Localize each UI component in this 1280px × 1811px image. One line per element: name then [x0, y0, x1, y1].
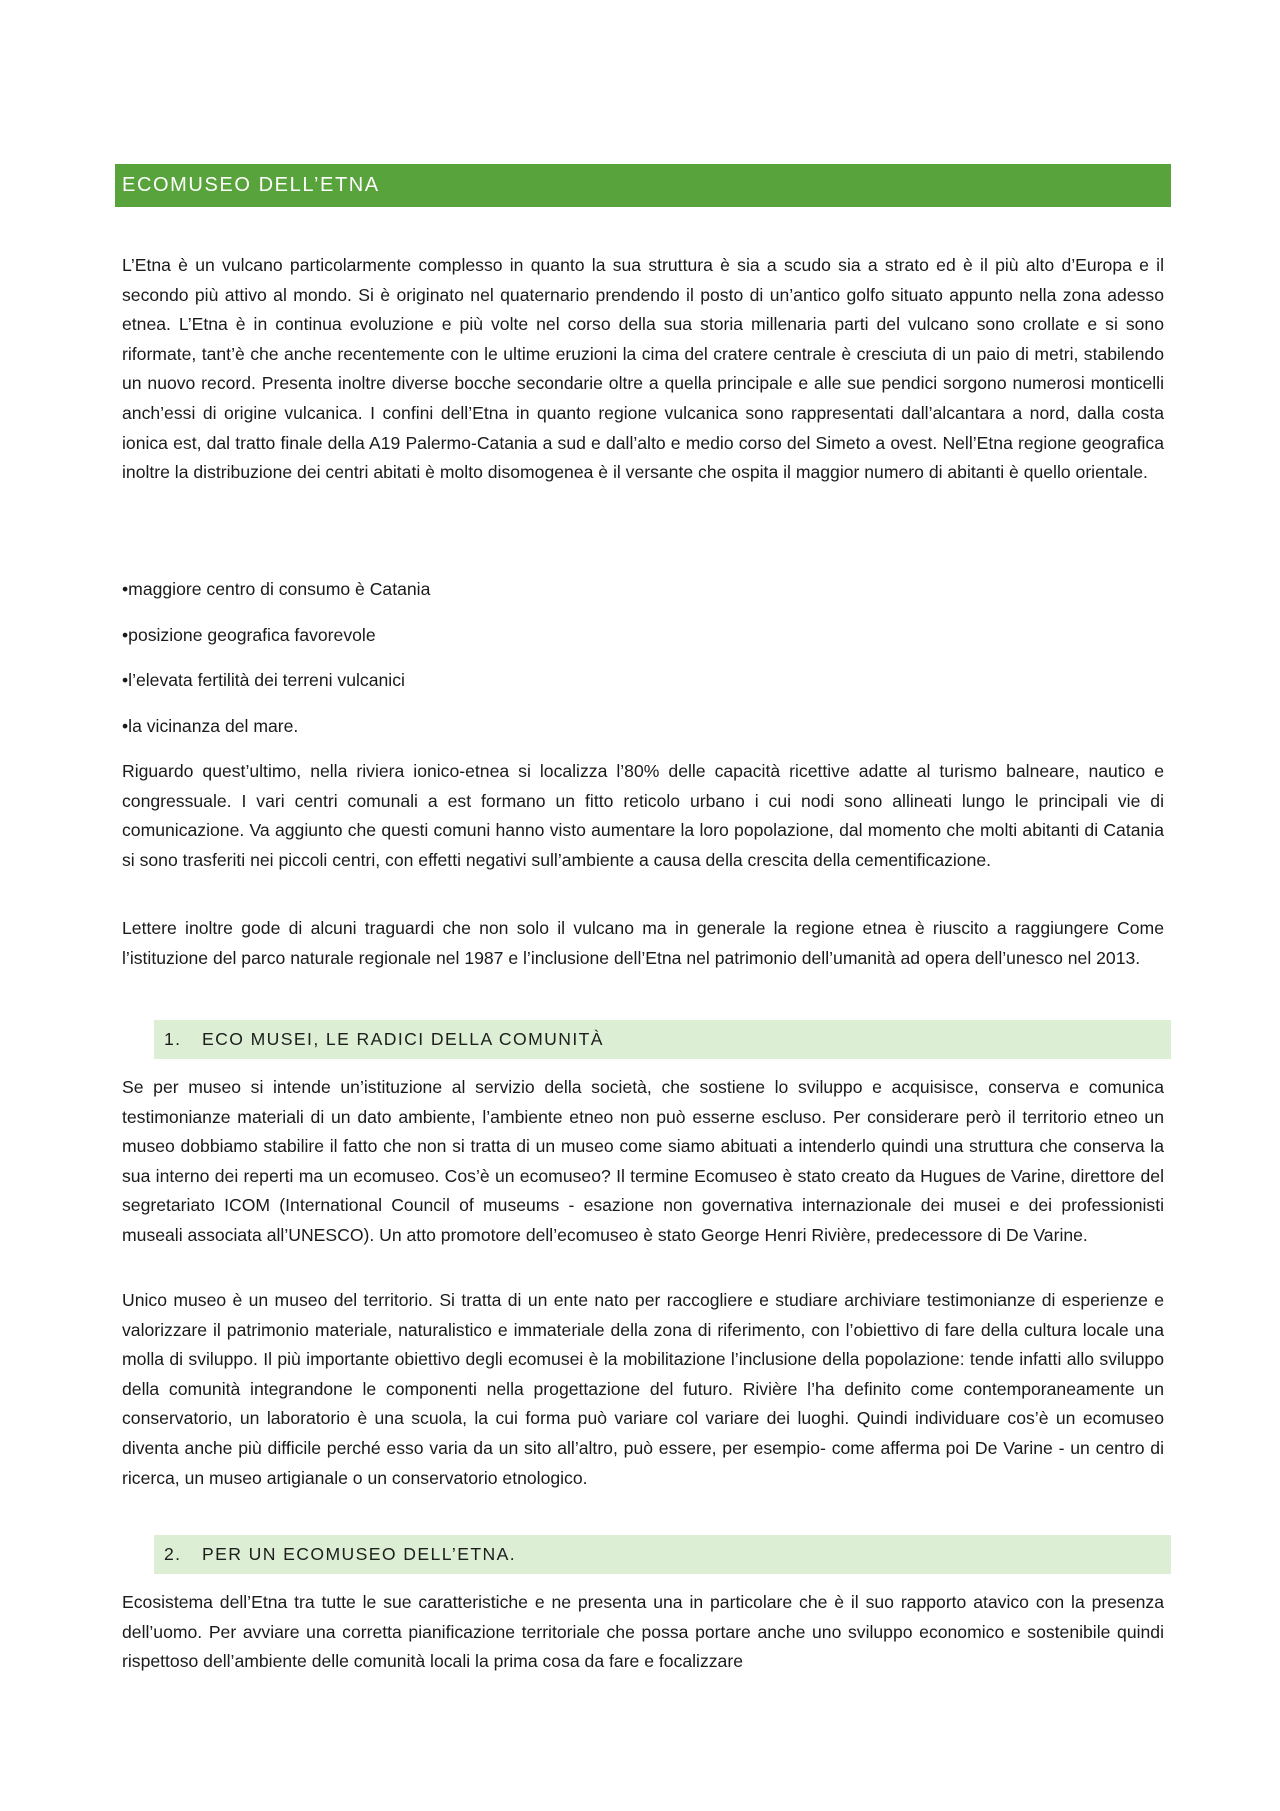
bullet-item: •l’elevata fertilità dei terreni vulcanici [122, 670, 405, 691]
paragraph: Lettere inoltre gode di alcuni traguardi che non solo il vulcano ma in generale la regione etnea è riuscito a raggiungere Come l’istituzione del parco naturale regionale nel 1987 e l’inclusione dell’Etna nel patrimonio dell’umanità ad opera dell’unesco nel 2013. [122, 918, 1164, 968]
bullet-item: •posizione geografica favorevole [122, 624, 376, 645]
bullet-item: •la vicinanza del mare. [122, 715, 299, 736]
section-number: 2. [164, 1544, 182, 1564]
paragraph: Unico museo è un museo del territorio. Si tratta di un ente nato per raccogliere e studiare archiviare testimonianze di esperienze e valorizzare il patrimonio materiale, naturalistico e immateriale della zona di riferimento, con l’obiettivo di fare della cultura locale una molla di sviluppo. Il più importante obiettivo degli ecomusei è la mobilitazione l’inclusione della popolazione: tende infatti allo sviluppo della comunità integrandone le componenti nella progettazione del futuro. Rivière l’ha definito come contemporaneamente un conservatorio, un laboratorio è una scuola, la cui forma può variare col variare dei luoghi. Quindi individuare cos’è un ecomuseo diventa anche più difficile perché esso varia da un sito all’altro, può essere, per esempio- come afferma poi De Varine - un centro di ricerca, un museo artigianale o un conservatorio etnologico. [122, 1290, 1164, 1488]
paragraph: Ecosistema dell’Etna tra tutte le sue caratteristiche e ne presenta una in particolare che è il suo rapporto atavico con la presenza dell’uomo. Per avviare una corretta pianificazione territoriale che possa portare anche uno sviluppo economico e sostenibile quindi rispettoso dell’ambiente delle comunità locali la prima cosa da fare e focalizzare [122, 1592, 1164, 1672]
section-heading-2 [154, 1535, 1171, 1574]
section-title: ECO MUSEI, LE RADICI DELLA COMUNITÀ [202, 1029, 604, 1049]
section-title: PER UN ECOMUSEO DELL’ETNA. [202, 1544, 517, 1564]
paragraph-block [122, 1286, 1164, 1493]
intro-block [122, 251, 1164, 488]
paragraph: Riguardo quest’ultimo, nella riviera ionico-etnea si localizza l’80% delle capacità ricettive adatte al turismo balneare, nautico e congressuale. I vari centri comunali a est formano un fitto reticolo urbano i cui nodi sono allineati lungo le principali vie di comunicazione. Va aggiunto che questi comuni hanno visto aumentare la loro popolazione, dal momento che molti abitanti di Catania si sono trasferiti nei piccoli centri, con effetti negativi sull’ambiente a causa della crescita della cementificazione. [122, 761, 1164, 870]
main-heading: ECOMUSEO DELL’ETNA [115, 164, 1171, 207]
paragraph-block [122, 757, 1164, 875]
paragraph-block [122, 1588, 1164, 1677]
section-heading-1 [154, 1020, 1171, 1059]
bullet-item: •maggiore centro di consumo è Catania [122, 579, 431, 599]
paragraph-block [122, 1073, 1164, 1251]
bullet-list [122, 575, 1164, 741]
paragraph: Se per museo si intende un’istituzione al servizio della società, che sostiene lo sviluppo e acquisisce, conserva e comunica testimonianze materiali di un dato ambiente, l’ambiente etneo non può esserne escluso. Per considerare però il territorio etneo un museo dobbiamo stabilire il fatto che non si tratta di un museo come siamo abituati a intenderlo quindi una struttura che conserva la sua interno dei reperti ma un ecomuseo. Cos’è un ecomuseo? Il termine Ecomuseo è stato creato da Hugues de Varine, direttore del segretariato ICOM (International Council of museums - esazione non governativa internazionale dei musei e dei professionisti museali associata all’UNESCO). Un atto promotore dell’ecomuseo è stato George Henri Rivière, predecessore di De Varine. [122, 1077, 1164, 1245]
section-number: 1. [164, 1029, 182, 1049]
intro-paragraph: L’Etna è un vulcano particolarmente complesso in quanto la sua struttura è sia a scudo sia a strato ed è il più alto d’Europa e il secondo più attivo al mondo. Si è originato nel quaternario prendendo il posto di un’antico golfo situato appunto nella zona adesso etnea. L’Etna è in continua evoluzione e più volte nel corso della sua storia millenaria parti del vulcano sono crollate e si sono riformate, tant’è che anche recentemente con le ultime eruzioni la cima del cratere centrale è cresciuta di un paio di metri, stabilendo un nuovo record. Presenta inoltre diverse bocche secondarie oltre a quella principale e alle sue pendici sorgono numerosi monticelli anch’essi di origine vulcanica. I confini dell’Etna in quanto regione vulcanica sono rappresentati dall’alcantara a nord, dalla costa ionica est, dal tratto finale della A19 Palermo-Catania a sud e dall’alto e medio corso del Simeto a ovest. Nell’Etna regione geografica inoltre la distribuzione dei centri abitati è molto disomogenea è il versante che ospita il maggior numero di abitanti è quello orientale. [122, 255, 1164, 483]
paragraph-block [122, 914, 1164, 973]
